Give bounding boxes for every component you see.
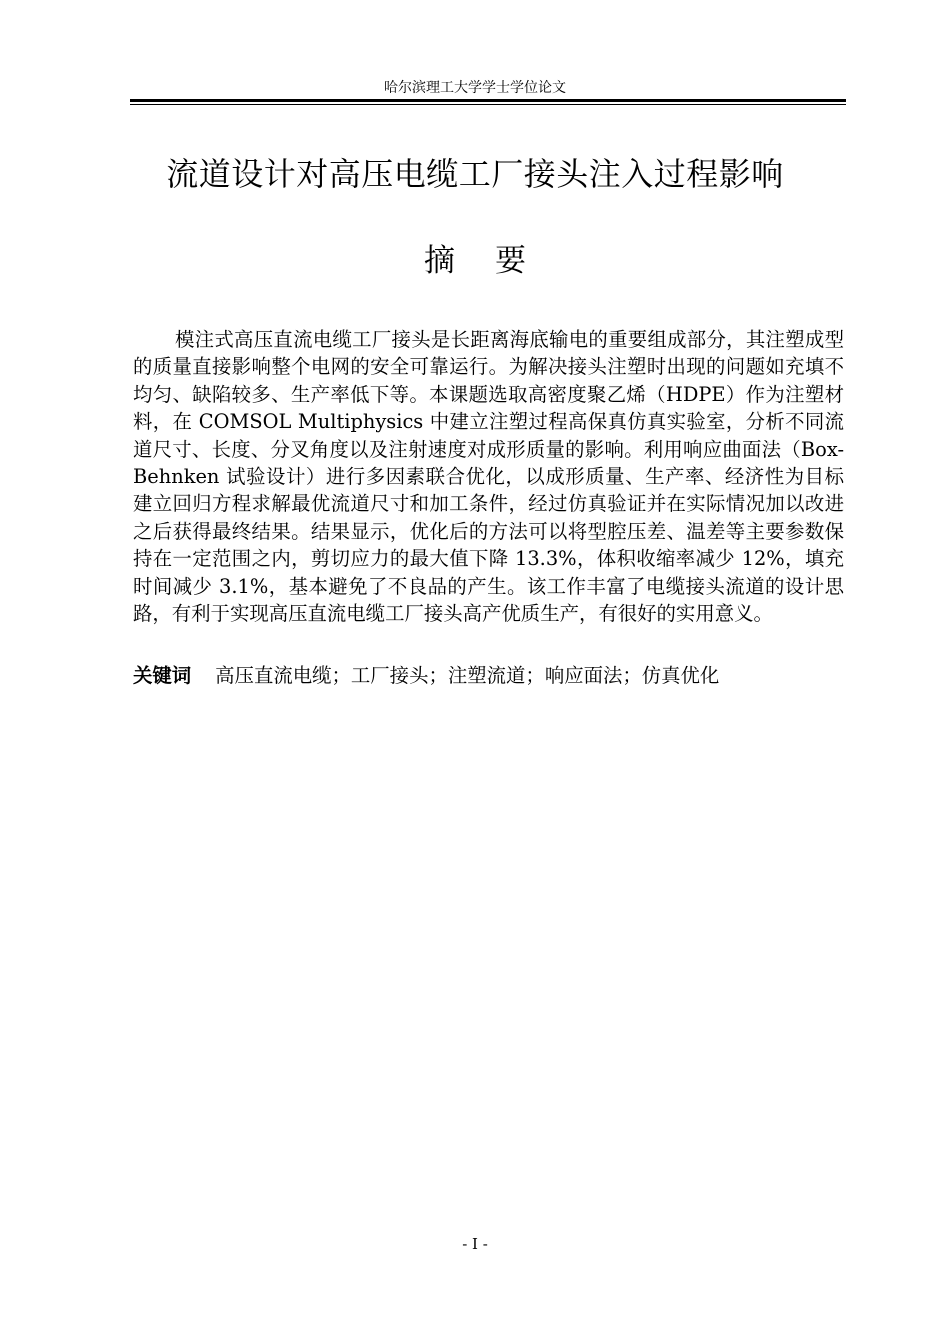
keyword-item: 注塑流道 bbox=[447, 664, 526, 687]
keyword-item: 工厂接头 bbox=[350, 664, 429, 687]
keyword-item: 响应面法 bbox=[544, 664, 623, 687]
page-number: - I - bbox=[462, 1235, 488, 1253]
thesis-title: 流道设计对高压电缆工厂接头注入过程影响 bbox=[166, 155, 784, 193]
keyword-separator: ； bbox=[428, 664, 448, 687]
keywords-label: 关键词 bbox=[133, 664, 192, 687]
keyword-item: 仿真优化 bbox=[641, 664, 720, 687]
keywords-list bbox=[215, 664, 719, 687]
keyword-separator: ； bbox=[622, 664, 642, 687]
keywords-line bbox=[133, 662, 844, 689]
running-header: 哈尔滨理工大学学士学位论文 bbox=[384, 80, 566, 96]
abstract-heading: 摘要 bbox=[424, 243, 566, 279]
header-rule-thin bbox=[130, 104, 846, 105]
keyword-item: 高压直流电缆 bbox=[215, 664, 332, 687]
keyword-separator: ； bbox=[331, 664, 351, 687]
header-rule-thick bbox=[130, 99, 846, 102]
keyword-separator: ； bbox=[525, 664, 545, 687]
abstract-body: 模注式高压直流电缆工厂接头是长距离海底输电的重要组成部分，其注塑成型的质量直接影响整个电网的安全可靠运行。为解决接头注塑时出现的问题如充填不均匀、缺陷较多、生产率低下等。本课题选取高密度聚乙烯（HDPE）作为注塑材料，在 COMSOL Multiphysics 中建立注塑过程高保真仿真实验室，分析不同流道尺寸、长度、分叉角度以及注射速度对成形质量的影响。利用响应曲面法（Box-Behnken 试验设计）进行多因素联合优化，以成形质量、生产率、经济性为目标建立回归方程求解最优流道尺寸和加工条件，经过仿真验证并在实际情况加以改进之后获得最终结果。结果显示，优化后的方法可以将型腔压差、温差等主要参数保持在一定范围之内，剪切应力的最大值下降 13.3%，体积收缩率减少 12%，填充时间减少 3.1%，基本避免了不良品的产生。该工作丰富了电缆接头流道的设计思路，有利于实现高压直流电缆工厂接头高产优质生产，有很好的实用意义。 bbox=[133, 328, 844, 626]
